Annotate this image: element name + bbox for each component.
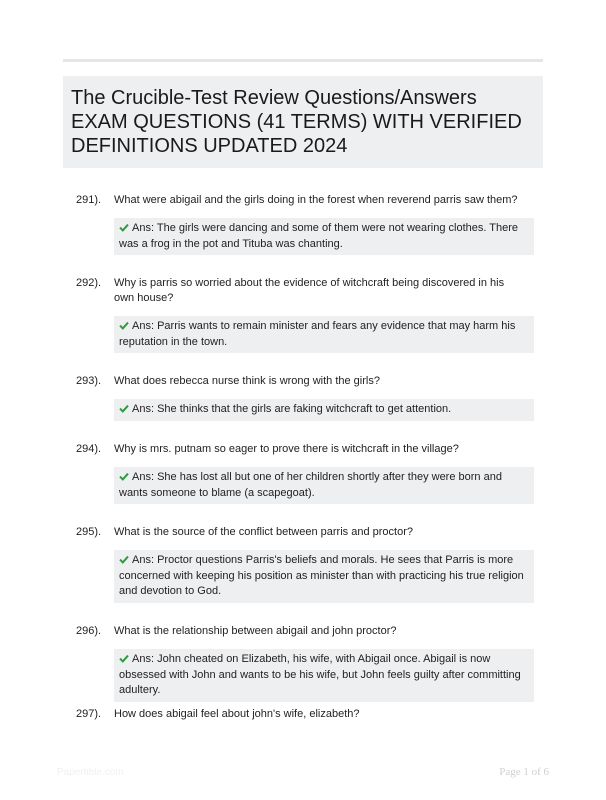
question-text: What were abigail and the girls doing in the forest when reverend parris saw them? — [114, 194, 518, 206]
answer-prefix: Ans: — [132, 653, 158, 665]
answer-prefix: Ans: — [132, 320, 158, 332]
check-icon — [119, 555, 129, 564]
answer-box — [114, 550, 534, 603]
question-number: 297). — [76, 708, 102, 720]
footer-watermark: Papertible.com — [57, 767, 124, 778]
question-text: How does abigail feel about john's wife, elizabeth? — [114, 708, 360, 720]
check-icon — [119, 404, 129, 413]
question-number: 295). — [76, 526, 102, 538]
answer-text: Proctor questions Parris's beliefs and morals. He sees that Parris is more concerned with keeping his position as minister than with practicing his true religion and devotion to God. — [119, 554, 524, 597]
answer-prefix: Ans: — [132, 554, 158, 566]
answer-text: John cheated on Elizabeth, his wife, with Abigail once. Abigail is now obsessed with John and wants to be his wife, but John feels guilty after committing adultery. — [119, 653, 521, 696]
question-text: What is the source of the conflict between parris and proctor? — [114, 526, 413, 538]
answer-box — [114, 467, 534, 504]
answer-box — [114, 649, 534, 702]
question-number: 294). — [76, 443, 102, 455]
check-icon — [119, 321, 129, 330]
document-title: The Crucible-Test Review Questions/Answers EXAM QUESTIONS (41 TERMS) WITH VERIFIED DEFINITIONS UPDATED 2024 — [71, 87, 522, 157]
question-number: 292). — [76, 277, 102, 289]
question-text: Why is mrs. putnam so eager to prove there is witchcraft in the village? — [114, 443, 459, 455]
title-box — [63, 76, 543, 168]
answer-text: She has lost all but one of her children shortly after they were born and wants someone to blame (a scapegoat). — [119, 471, 502, 499]
question-text: Why is parris so worried about the evidence of witchcraft being discovered in his own house? — [114, 277, 505, 304]
top-divider — [63, 59, 543, 62]
question-text: What is the relationship between abigail and john proctor? — [114, 625, 397, 637]
check-icon — [119, 223, 129, 232]
question-number: 296). — [76, 625, 102, 637]
answer-text: Parris wants to remain minister and fears any evidence that may harm his reputation in the town. — [119, 320, 516, 348]
question-number: 293). — [76, 375, 102, 387]
answer-prefix: Ans: — [132, 471, 158, 483]
answer-box — [114, 218, 534, 255]
answer-prefix: Ans: — [132, 222, 157, 234]
answer-box — [114, 316, 534, 353]
answer-box — [114, 399, 534, 421]
question-text: What does rebecca nurse think is wrong with the girls? — [114, 375, 380, 387]
answer-text: The girls were dancing and some of them were not wearing clothes. There was a frog in the pot and Tituba was chanting. — [119, 222, 519, 250]
check-icon — [119, 472, 129, 481]
answer-prefix: Ans: — [132, 403, 158, 415]
check-icon — [119, 654, 129, 663]
page-number: Page 1 of 6 — [499, 766, 549, 778]
question-number: 291). — [76, 194, 102, 206]
answer-text: She thinks that the girls are faking witchcraft to get attention. — [157, 403, 452, 415]
